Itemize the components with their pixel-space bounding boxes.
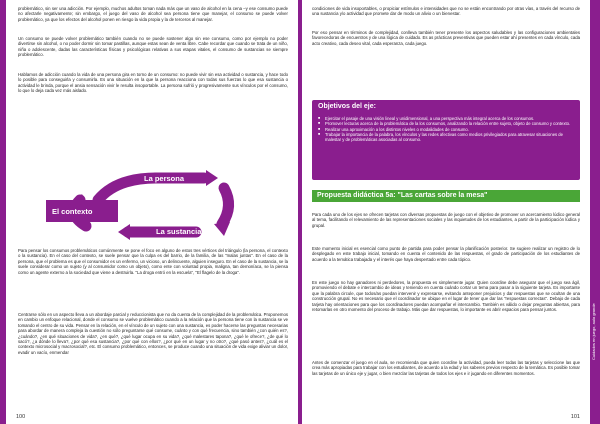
paragraph: Un consumo se puede volver problemático también cuando no se puede sostener algo sin ese consumo, como por ejemplo no poder divertirse sin alcohol, o no poder dormir sin tomar pastillas, aunque estas sean de venta libre. Cabe recordar que cuando se trata de un niño, niña o adolescente, dadas las características físicas y psicológicas relativas a sus etapas vitales, el consumo de sustancias se siempre problemático.: [18, 36, 288, 58]
list-item: ■ Realizar una aproximación a los distintos niveles o modalidades de consumo.: [318, 127, 574, 132]
paragraph: Centrarse sólo en un aspecto lleva a un abordaje parcial y reduccionista que no da cuenta de la complejidad de la problemática. Proponemos en cambio un enfoque relacional, donde el consumo se vuelve problemático cuando a la relación que la persona tiene con la sustancia se ve tomando el centro de su vida. Pensar en la relación, en el vínculo de un sujeto con una sustancia, es poder hacerse las preguntas necesarias para abordar de manera compleja la cuestión no sólo preguntarse qué consume, cuánto y con qué frecuencia, sino también ¿con quién es?, ¿cuándo?, ¿en qué situaciones de vida?, ¿en qué?, ¿qué lugar ocupa en su vida?, ¿qué malestares tapona?, ¿qué le ofrece?, ¿de qué lo sacó?, ¿a dónde lo lleva?, ¿por qué esa sustancia?, ¿por qué con ellos?, ¿por qué en un lugar y no otro?, ¿qué pasó antes?, ¿cuál es el contexto microsocial y macrosocial?, etc. El consumo problemático, entonces, se produce cuando una situación de vida exige aliviar un dolor, evadir un vacío, enmendar: [18, 312, 288, 355]
right-page: [302, 0, 590, 424]
paragraph: En este juego no hay ganadores ni perdedores, la propuesta es simplemente jugar. Quien coordine debe asegurar que el juego sea ágil, promoviendo el debate e intercambio de ideas y teniendo en cuenta cuándo cortar un tema para pasar a la siguiente tarjeta. Es importante que la palabra circule, que todos/as puedan intervenir y expresarse, evitando anteponer prejuicios y dar respuestas que se ocultan de una construcción grupal. No es necesario que el coordinador se ubique en el lugar de tener que dar las "respuestas correctas". Debajo de cada tarjeta hay orientaciones para que los coordinadores puedan acompañar el intercambio. También es válido o dejar preguntas abiertas, para retomarlas en otro momento del proceso de trabajo. Más que dar respuestas, lo importante es abrir espacios para pensar juntos.: [312, 280, 580, 313]
list-item: ■ Promover lecturas acerca de la problemática de la los consumos, analizando la relación entre sujeto, objeto de consumo y contexto.: [318, 121, 574, 126]
activity-title: Propuesta didáctica 5a: "Las cartas sobre la mesa": [317, 192, 488, 199]
side-running-head: Cuidados en juego, aula grande: [591, 303, 596, 360]
activity-heading-bar: [312, 190, 580, 202]
paragraph: Hablamos de adicción cuando la vida de una persona gira en torno de un consumo: no puede vivir sin esa actividad o sustancia, y hace todo lo posible para conseguirla y consumirla. Es una situación en la que la persona reacciona con todas sus fuerzas lo que esa sustancia o actividad le brinda, porque el ansia sensación vivir le resulta insoportable. La persona sufrió y progresivamente sus vínculos por el consumo, lo que lo deja cada vez más aislado.: [18, 72, 288, 94]
paragraph: Este momento inicial es esencial como punto de partida para poder pensar la planificación posterior. Se sugiere realizar un registro de lo desplegado en este trabajo inicial, tomando en cuenta el contenido de las respuestas, el grado de participación de los estudiantes de acuerdo a la temática trabajada y el interés que haya despertado entre cada tópico.: [312, 246, 580, 262]
diagram-label-contexto: El contexto: [52, 207, 93, 216]
objectives-title: Objetivos del eje:: [318, 103, 376, 110]
objectives-box: [312, 100, 580, 180]
diagram-label-persona: La persona: [144, 174, 185, 183]
paragraph: problemático, sin ser una adicción. Por ejemplo, muchos adultos toman nada más que un vaso de alcohol en la cena –y ese consumo puede no afectarle negativamente; sin embargo, el juego del vaso de alcohol sea persona tiene que manejar, el consumo se puede volver problemático, ya que los efectos del alcohol ponen en riesgo la vida propia y la de terceros al manejar.: [18, 6, 288, 22]
paragraph: Por eso pensar en términos de complejidad, conlleva también tener presente los aspectos saludables y las configuraciones ambientales favorecedoras de encuentros y de una lógica de cuidado. Es as prácticas preventivas que pueden estar ahí presentes en cada vínculo, cada acto creativo, cada deseo vital, cada esperanza, cada juego.: [312, 30, 580, 46]
relational-triangle-diagram: [46, 166, 256, 248]
paragraph: Para pensar los consumos problemáticos comúnmente se pone el foco en alguno de estos tres vértices del triángulo (la persona, el contexto o la sustancia). En el caso del contexto, se suele pensar que la culpa es del barrio, de la familia, de las "malas juntas". En el caso de la persona, que el problema es que el consumidor es un enfermo, un vicioso, un delincuente, alguien inseguro. En el caso de la sustancia, se la suele considerar como un sujeto (y al consumidor como un objeto), como ente con voluntad propia, maligna, tan demoníaca, se la piensa como un agente externo a la sociedad que viene a destruirla. "La droga entró en la escuela", "El flagelo de la droga".: [18, 248, 288, 275]
list-item: ■ Ejercitar el pasaje de una visión lineal y unidimensional, a una perspectiva más integral acerca de los consumos.: [318, 116, 574, 121]
paragraph: Para cada uno de los ejes se ofrecen tarjetas con diversas propuestas de juego con el objetivo de promover un acercamiento lúdico general al tema, facilitando el relevamiento de las representaciones sociales y las inquietudes de los estudiantes, a partir de la participación lúdica y grupal.: [312, 212, 580, 228]
diagram-label-sustancia: La sustancia: [156, 227, 202, 236]
page-number: 100: [16, 414, 26, 420]
paragraph: Antes de comenzar el juego en el aula, se recomienda que quien coordine la actividad, pueda leer todas las tarjetas y seleccione las que crea más apropiadas para trabajar con los estudiantes, de acuerdo a la edad y los saberes previos respecto de la temática. Es posible tomar las tarjetas de un único eje y jugar, o bien mezclar las tarjetas de todos los ejes e ir jugando en diferentes momentos.: [312, 360, 580, 376]
left-page: [6, 0, 298, 424]
page-number: 101: [570, 414, 580, 420]
paragraph: condiciones de vida insoportables, o propiciar estímulos e intensidades que no se están encontrando por otras vías, a través del recurso de una sustancia y/o actividad que promete dar de modo un alivio o un bienestar.: [312, 6, 580, 17]
list-item: ■ Trabajar la importancia de la palabra, los vínculos y las redes afectivas como medios privilegiados para atravesar situaciones de malestar y de problemáticas asociadas al consumo.: [318, 132, 574, 143]
objectives-list: [318, 116, 574, 142]
